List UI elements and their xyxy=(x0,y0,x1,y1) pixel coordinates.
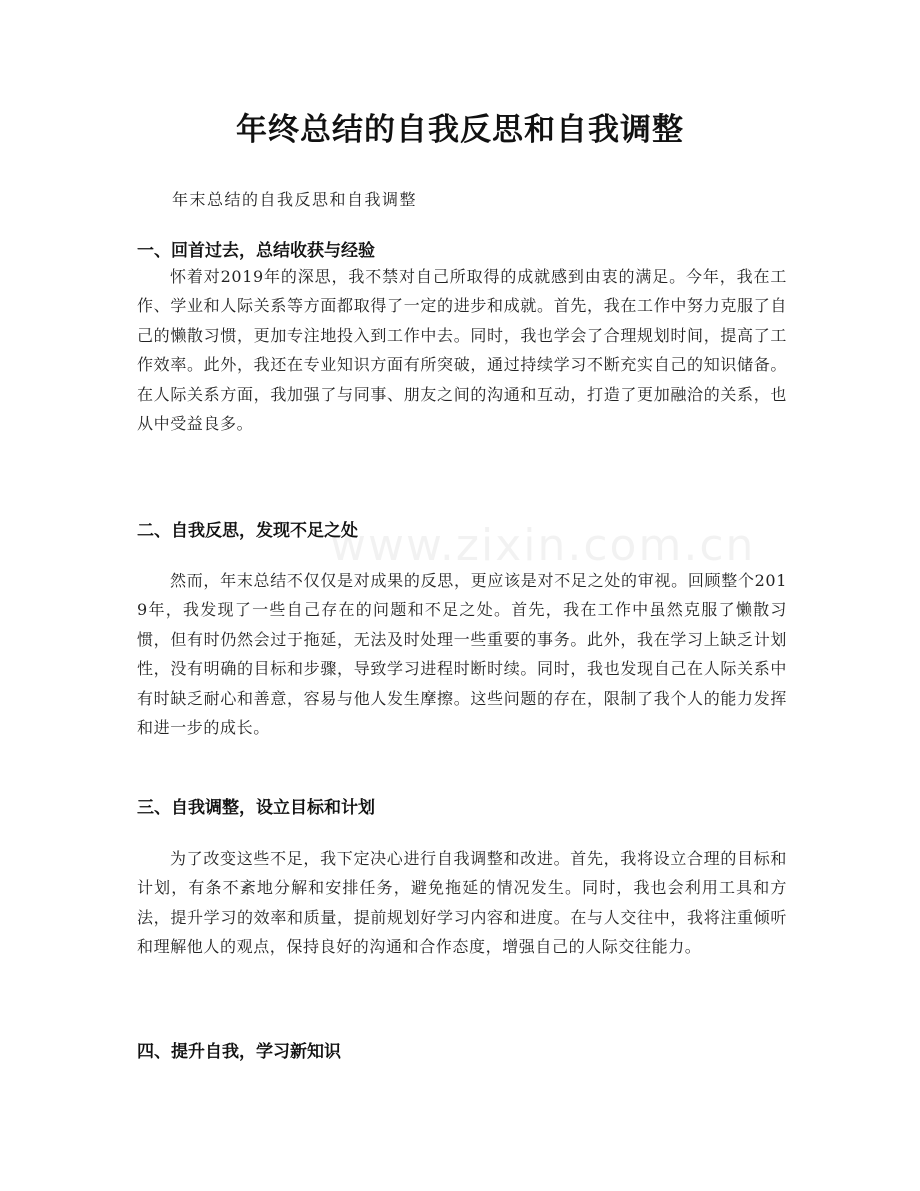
section-heading-2: 二、自我反思，发现不足之处 xyxy=(137,521,358,541)
section-heading-4: 四、提升自我，学习新知识 xyxy=(137,1042,341,1062)
section-paragraph-1: 怀着对2019年的深思，我不禁对自己所取得的成就感到由衷的满足。今年，我在工作、学业和人际关系等方面都取得了一定的进步和成就。首先，我在工作中努力克服了自己的懒散习惯，更加专注地投入到工作中去。同时，我也学会了合理规划时间，提高了工作效率。此外，我还在专业知识方面有所突破，通过持续学习不断充实自己的知识储备。在人际关系方面，我加强了与同事、朋友之间的沟通和互动，打造了更加融洽的关系，也从中受益良多。 xyxy=(137,267,787,434)
document-subtitle: 年末总结的自我反思和自我调整 xyxy=(172,190,418,209)
section-paragraph-2: 然而，年末总结不仅仅是对成果的反思，更应该是对不足之处的审视。回顾整个2019年，我发现了一些自己存在的问题和不足之处。首先，我在工作中虽然克服了懒散习惯，但有时仍然会过于拖延，无法及时处理一些重要的事务。此外，我在学习上缺乏计划性，没有明确的目标和步骤，导致学习进程时断时续。同时，我也发现自己在人际关系中有时缺乏耐心和善意，容易与他人发生摩擦。这些问题的存在，限制了我个人的能力发挥和进一步的成长。 xyxy=(137,571,787,738)
section-heading-1: 一、回首过去，总结收获与经验 xyxy=(137,241,375,261)
document-title: 年终总结的自我反思和自我调整 xyxy=(236,112,684,148)
section-heading-3: 三、自我调整，设立目标和计划 xyxy=(137,798,375,818)
section-paragraph-3: 为了改变这些不足，我下定决心进行自我调整和改进。首先，我将设立合理的目标和计划，有条不紊地分解和安排任务，避免拖延的情况发生。同时，我也会利用工具和方法，提升学习的效率和质量，提前规划好学习内容和进度。在与人交往中，我将注重倾听和理解他人的观点，保持良好的沟通和合作态度，增强自己的人际交往能力。 xyxy=(137,849,787,957)
watermark: www.zixin.com.cn xyxy=(330,520,756,571)
